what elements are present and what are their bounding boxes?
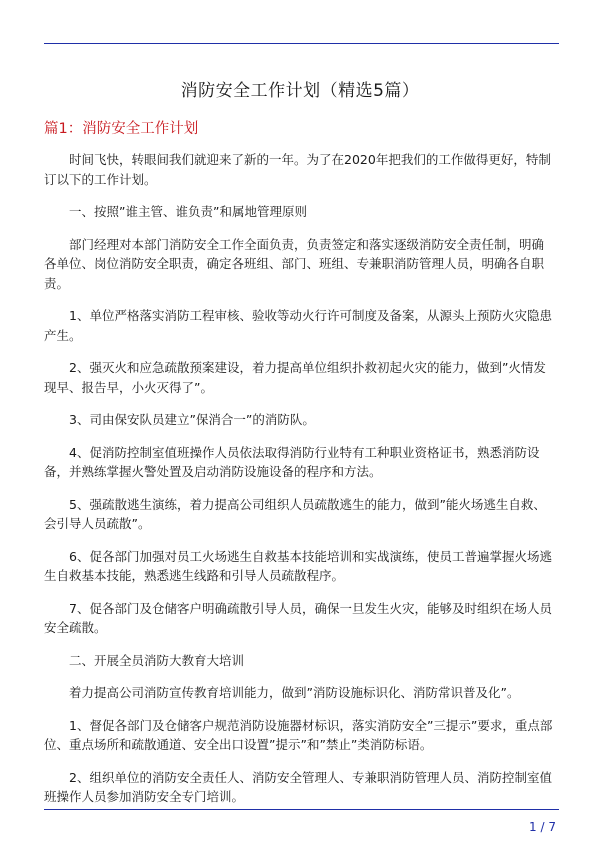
list-item: 2、强灭火和应急疏散预案建设，着力提高单位组织扑救初起火灾的能力，做到”火情发现早、报告早，小火灭得了”。 [44,360,546,395]
section-title: 篇1：消防安全工作计划 [44,121,199,137]
page-indicator: 1 / 7 [529,820,556,834]
paragraph-training: 着力提高公司消防宣传教育培训能力，做到”消防设施标识化、消防常识普及化”。 [69,685,520,700]
paragraph-responsibility: 部门经理对本部门消防安全工作全面负责，负责签定和落实逐级消防安全责任制，明确各单位、岗位消防安全职责，确定各班组、部门、班组、专兼职消防管理人员，明确各自职责。 [44,236,545,291]
list-item: 5、强疏散逃生演练，着力提高公司组织人员疏散逃生的能力，做到”能火场逃生自救、会引导人员疏散”。 [44,496,546,531]
list-item: 7、促各部门及仓储客户明确疏散引导人员，确保一旦发生火灾，能够及时组织在场人员安全疏散。 [44,600,552,635]
document-body [44,150,556,820]
bottom-rule [44,809,559,810]
heading-principle: 一、按照”谁主管、谁负责”和属地管理原则 [69,204,307,219]
list-item: 3、司由保安队员建立”保消合一”的消防队。 [69,412,315,427]
list-item: 4、促消防控制室值班操作人员依法取得消防行业特有工种职业资格证书，熟悉消防设备，并熟练掌握火警处置及启动消防设施设备的程序和方法。 [44,444,540,479]
list-item: 1、单位严格落实消防工程审核、验收等动火行许可制度及备案，从源头上预防火灾隐患产生。 [44,308,552,343]
heading-training: 二、开展全员消防大教育大培训 [69,652,245,668]
list-item: 6、促各部门加强对员工火场逃生自救基本技能培训和实战演练，使员工普遍掌握火场逃生自救基本技能，熟悉逃生线路和引导人员疏散程序。 [44,548,552,583]
list-item: 2、组织单位的消防安全责任人、消防安全管理人、专兼职消防管理人员、消防控制室值班操作人员参加消防安全专门培训。 [44,769,552,804]
document-title: 消防安全工作计划（精选5篇） [180,81,420,101]
list-item: 1、督促各部门及仓储客户规范消防设施器材标识，落实消防安全”三提示”要求，重点部位、重点场所和疏散通道、安全出口设置”提示”和”禁止”类消防标语。 [44,717,553,752]
top-rule [44,43,559,44]
paragraph-intro: 时间飞快，转眼间我们就迎来了新的一年。为了在2020年把我们的工作做得更好，特制订以下的工作计划。 [44,152,551,187]
